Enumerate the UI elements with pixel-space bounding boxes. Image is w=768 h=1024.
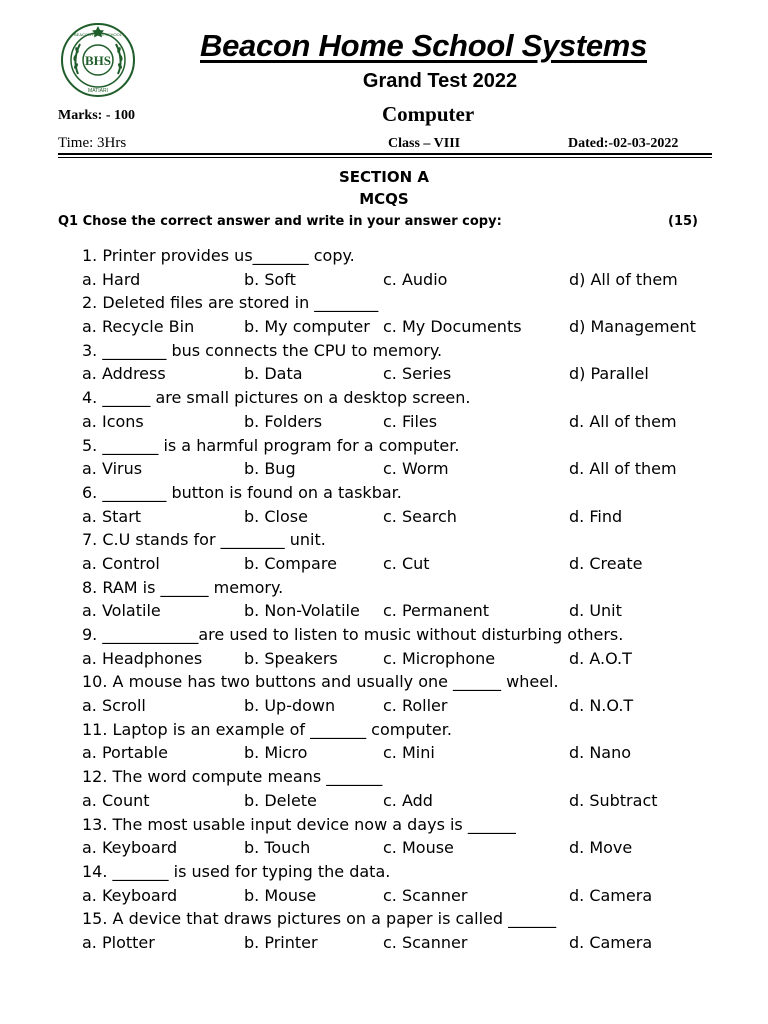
mcq-option-a: a. Control (82, 553, 160, 573)
mcq-option-b: b. My computer (244, 317, 370, 337)
mcq-option-c: c. Scanner (383, 885, 468, 905)
mcq-question: 13. The most usable input device now a days is ______ (82, 814, 516, 834)
mcq-option-d: d. All of them (569, 459, 677, 479)
mcq-option-b: b. Non-Volatile (244, 601, 360, 621)
mcq-option-d: d. Subtract (569, 790, 658, 810)
mcq-options-row (82, 836, 722, 860)
mcq-option-c: c. Mini (383, 743, 435, 763)
mcq-option-c: c. Add (383, 790, 433, 810)
mcq-options-row (82, 362, 722, 386)
mcq-question: 10. A mouse has two buttons and usually one ______ wheel. (82, 672, 559, 692)
mcq-option-b: b. Mouse (244, 885, 317, 905)
question-header (58, 214, 698, 229)
question-header-marks: (15) (668, 214, 698, 229)
mcq-option-b: b. Up-down (244, 696, 336, 716)
mcq-option-c: c. Cut (383, 553, 430, 573)
mcq-option-b: b. Speakers (244, 648, 338, 668)
mcq-option-b: b. Data (244, 364, 303, 384)
mcq-option-d: d) All of them (569, 269, 678, 289)
mcq-question: 12. The word compute means _______ (82, 767, 383, 787)
mcq-options-row (82, 884, 722, 908)
mcq-option-d: d) Parallel (569, 364, 649, 384)
mcq-option-c: c. Search (383, 506, 457, 526)
mcq-option-a: a. Headphones (82, 648, 203, 668)
mcq-option-c: c. Permanent (383, 601, 489, 621)
header-divider-thin (58, 157, 712, 158)
mcq-option-d: d. Nano (569, 743, 632, 763)
total-marks: Marks: - 100 (58, 108, 135, 123)
mcq-option-b: b. Bug (244, 459, 296, 479)
mcq-option-a: a. Portable (82, 743, 168, 763)
mcq-option-c: c. My Documents (383, 317, 522, 337)
mcq-option-b: b. Soft (244, 269, 296, 289)
mcq-option-d: d. Move (569, 838, 633, 858)
mcq-option-a: a. Volatile (82, 601, 161, 621)
mcq-option-a: a. Icons (82, 411, 144, 431)
mcq-option-d: d. Camera (569, 932, 653, 952)
mcq-options-row (82, 268, 722, 292)
mcq-option-d: d. Camera (569, 885, 653, 905)
mcq-option-c: c. Microphone (383, 648, 496, 668)
mcq-option-d: d) Management (569, 317, 696, 337)
mcq-options-row (82, 599, 722, 623)
mcq-option-c: c. Scanner (383, 932, 468, 952)
school-name: Beacon Home School Systems (200, 28, 648, 63)
mcq-option-c: c. Audio (383, 269, 448, 289)
mcq-option-b: b. Delete (244, 790, 317, 810)
mcq-option-b: b. Folders (244, 411, 323, 431)
exam-time: Time: 3Hrs (58, 135, 127, 151)
mcq-question: 9. ____________are used to listen to music without disturbing others. (82, 625, 624, 644)
mcq-options-row (82, 789, 722, 813)
mcq-option-a: a. Scroll (82, 696, 146, 716)
logo-top-text: BEACON HOME SCHOOL (73, 32, 123, 37)
class-label: Class – VIII (388, 136, 461, 151)
school-logo (60, 22, 136, 98)
section-subtitle: MCQS (359, 190, 409, 208)
mcq-option-d: d. Find (569, 506, 623, 526)
mcq-question: 8. RAM is ______ memory. (82, 577, 284, 597)
logo-initials: BHS (84, 53, 112, 68)
mcq-option-c: c. Roller (383, 696, 448, 716)
mcq-option-d: d. Unit (569, 601, 622, 621)
mcq-options-row (82, 931, 722, 955)
mcq-options-row (82, 694, 722, 718)
mcq-option-b: b. Compare (244, 553, 337, 573)
mcq-list (82, 244, 722, 955)
school-seal-icon (60, 22, 136, 98)
exam-date: Dated:-02-03-2022 (568, 136, 679, 151)
mcq-option-a: a. Count (82, 790, 150, 810)
mcq-question: 3. ________ bus connects the CPU to memory. (82, 340, 443, 360)
mcq-question: 14. _______ is used for typing the data. (82, 861, 391, 881)
mcq-question: 4. ______ are small pictures on a desktop screen. (82, 388, 471, 408)
mcq-option-a: a. Keyboard (82, 885, 178, 905)
mcq-option-b: b. Micro (244, 743, 308, 763)
mcq-option-c: c. Worm (383, 459, 449, 479)
mcq-option-a: a. Plotter (82, 932, 155, 952)
mcq-options-row (82, 457, 722, 481)
mcq-options-row (82, 410, 722, 434)
mcq-option-c: c. Files (383, 411, 438, 431)
mcq-option-a: a. Address (82, 364, 166, 384)
mcq-option-d: d. N.O.T (569, 696, 634, 716)
mcq-question: 11. Laptop is an example of _______ computer. (82, 719, 452, 739)
section-heading (284, 166, 484, 210)
subject-title: Computer (382, 102, 475, 126)
mcq-options-row (82, 741, 722, 765)
exam-title: Grand Test 2022 (362, 70, 518, 92)
logo-bottom-text: MATIARI (88, 88, 108, 94)
mcq-option-b: b. Printer (244, 932, 318, 952)
question-header-text: Q1 Chose the correct answer and write in your answer copy: (58, 214, 502, 229)
mcq-options-row (82, 315, 722, 339)
mcq-option-c: c. Mouse (383, 838, 454, 858)
mcq-question: 15. A device that draws pictures on a paper is called ______ (82, 909, 557, 929)
mcq-question: 1. Printer provides us_______ copy. (82, 246, 355, 265)
mcq-options-row (82, 505, 722, 529)
mcq-option-d: d. A.O.T (569, 648, 632, 668)
mcq-option-a: a. Keyboard (82, 838, 178, 858)
mcq-question: 6. ________ button is found on a taskbar. (82, 482, 402, 502)
mcq-option-b: b. Touch (244, 838, 311, 858)
mcq-question: 2. Deleted files are stored in ________ (82, 293, 379, 313)
section-title: SECTION A (338, 168, 429, 186)
mcq-question: 7. C.U stands for ________ unit. (82, 530, 326, 550)
header-divider (58, 153, 712, 155)
mcq-question: 5. _______ is a harmful program for a computer. (82, 435, 460, 455)
mcq-option-b: b. Close (244, 506, 308, 526)
mcq-options-row (82, 552, 722, 576)
mcq-option-c: c. Series (383, 364, 452, 384)
mcq-option-a: a. Virus (82, 459, 143, 479)
mcq-option-d: d. Create (569, 553, 643, 573)
mcq-option-a: a. Hard (82, 269, 141, 289)
mcq-option-a: a. Recycle Bin (82, 317, 195, 337)
mcq-option-d: d. All of them (569, 411, 677, 431)
mcq-option-a: a. Start (82, 506, 142, 526)
mcq-options-row (82, 647, 722, 671)
